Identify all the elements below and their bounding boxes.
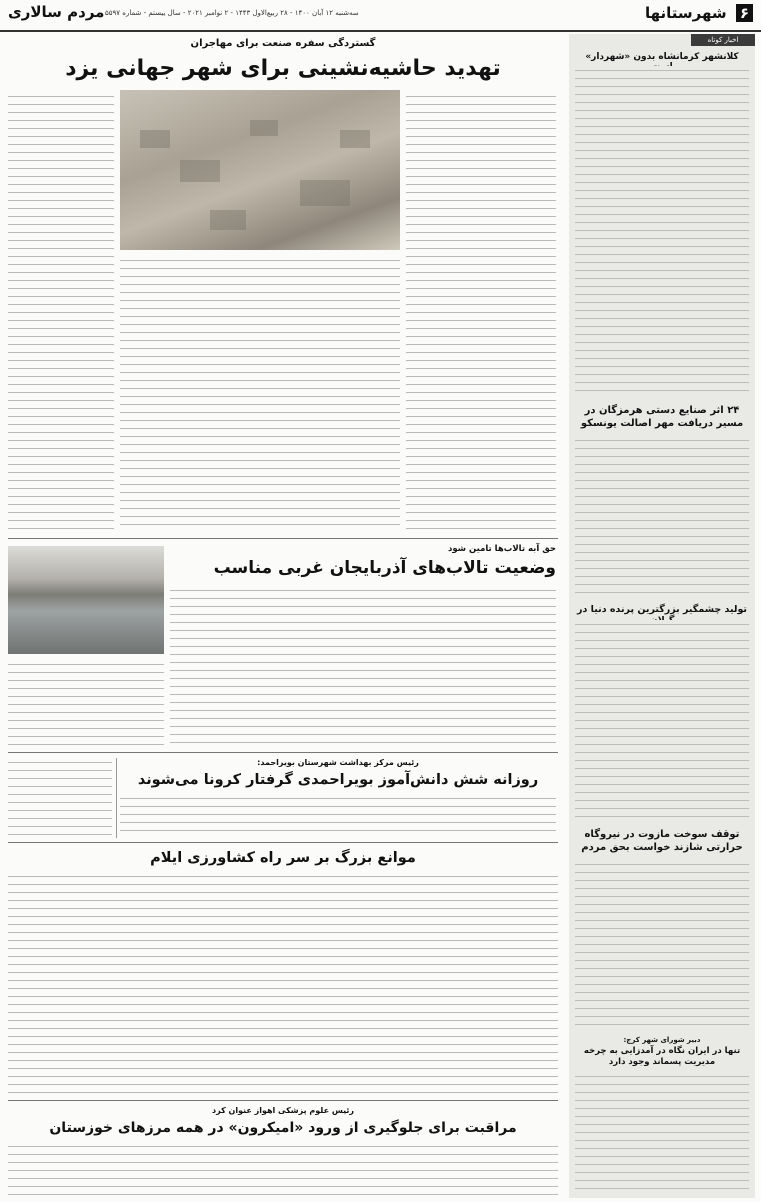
story-kicker: رئیس مرکز بهداشت شهرستان بویراحمد: — [257, 758, 419, 767]
story-body — [8, 1142, 558, 1198]
story-body — [120, 794, 556, 834]
story-headline: مراقبت برای جلوگیری از ورود «امیکرون» در همه مرزهای خوزستان — [49, 1120, 517, 1136]
sidebar-body — [575, 66, 749, 398]
city-texture — [120, 90, 400, 250]
sidebar-headline: توقف سوخت مازوت در نیروگاه حرارتی شازند خواست بحق مردم — [581, 829, 743, 853]
story-body — [406, 92, 556, 532]
date-line: سه‌شنبه ۱۲ آبان ۱۴۰۰ - ۲۸ ربیع‌الاول ۱۴۴۳ - ۲ نوامبر ۲۰۲۱ - سال ییستم - شماره ۵۵۹۷ — [105, 9, 359, 17]
story-body — [8, 660, 164, 746]
divider — [8, 1100, 558, 1101]
story-headline: روزانه شش دانش‌آموز بویراحمدی گرفتار کرونا می‌شوند — [137, 772, 539, 788]
story-body — [120, 256, 400, 532]
page-header — [0, 0, 761, 32]
story-body — [8, 92, 114, 532]
lake-photo — [8, 546, 164, 654]
story-body — [170, 586, 556, 746]
story-body — [8, 758, 112, 838]
sidebar-body — [575, 1072, 749, 1194]
divider — [8, 752, 558, 753]
sidebar-body — [575, 620, 749, 820]
sidebar-headline: تولید چشمگیر بزرگترین پرنده دنیا در — [577, 604, 747, 615]
story-kicker: گستردگی سفره صنعت برای مهاجران — [190, 38, 376, 49]
sidebar-body — [575, 436, 749, 596]
sidebar-headline: کلانشهر کرمانشاه بدون «شهردار» — [585, 52, 739, 62]
story-headline: موانع بزرگ بر سر راه کشاورزی ایلام — [150, 850, 416, 866]
section-title: ۶ شهرستانها — [645, 4, 753, 22]
page-number-icon: ۶ — [736, 4, 753, 22]
sidebar-tag: اخبار کوتاه — [691, 34, 755, 46]
sidebar-headline: تنها در ایران نگاه در آمدزایی به چرخه مدیریت پسماند وجود دارد — [583, 1046, 741, 1067]
divider — [8, 842, 558, 843]
story-headline: تهدید حاشیه‌نشینی برای شهر جهانی یزد — [65, 56, 501, 81]
story-headline: وضعیت تالاب‌های آذربایجان غربی مناسب — [213, 558, 556, 578]
city-aerial-photo — [120, 90, 400, 250]
brand-logo: مردم سالاری — [8, 3, 105, 21]
sidebar-body — [575, 860, 749, 1030]
divider — [116, 758, 117, 838]
story-kicker: رئیس علوم پزشکی اهواز عنوان کرد — [211, 1106, 354, 1115]
divider — [8, 538, 558, 539]
sidebar-headline: ۲۴ اثر صنایع دستی هرمزگان در مسیر دریافت مهر اصالت یونسکو — [580, 405, 744, 429]
sidebar-kicker: دبیر شورای شهر کرج: — [623, 1036, 701, 1044]
story-kicker: حق آبه تالاب‌ها تامین شود — [447, 544, 556, 554]
story-body — [8, 872, 558, 1094]
